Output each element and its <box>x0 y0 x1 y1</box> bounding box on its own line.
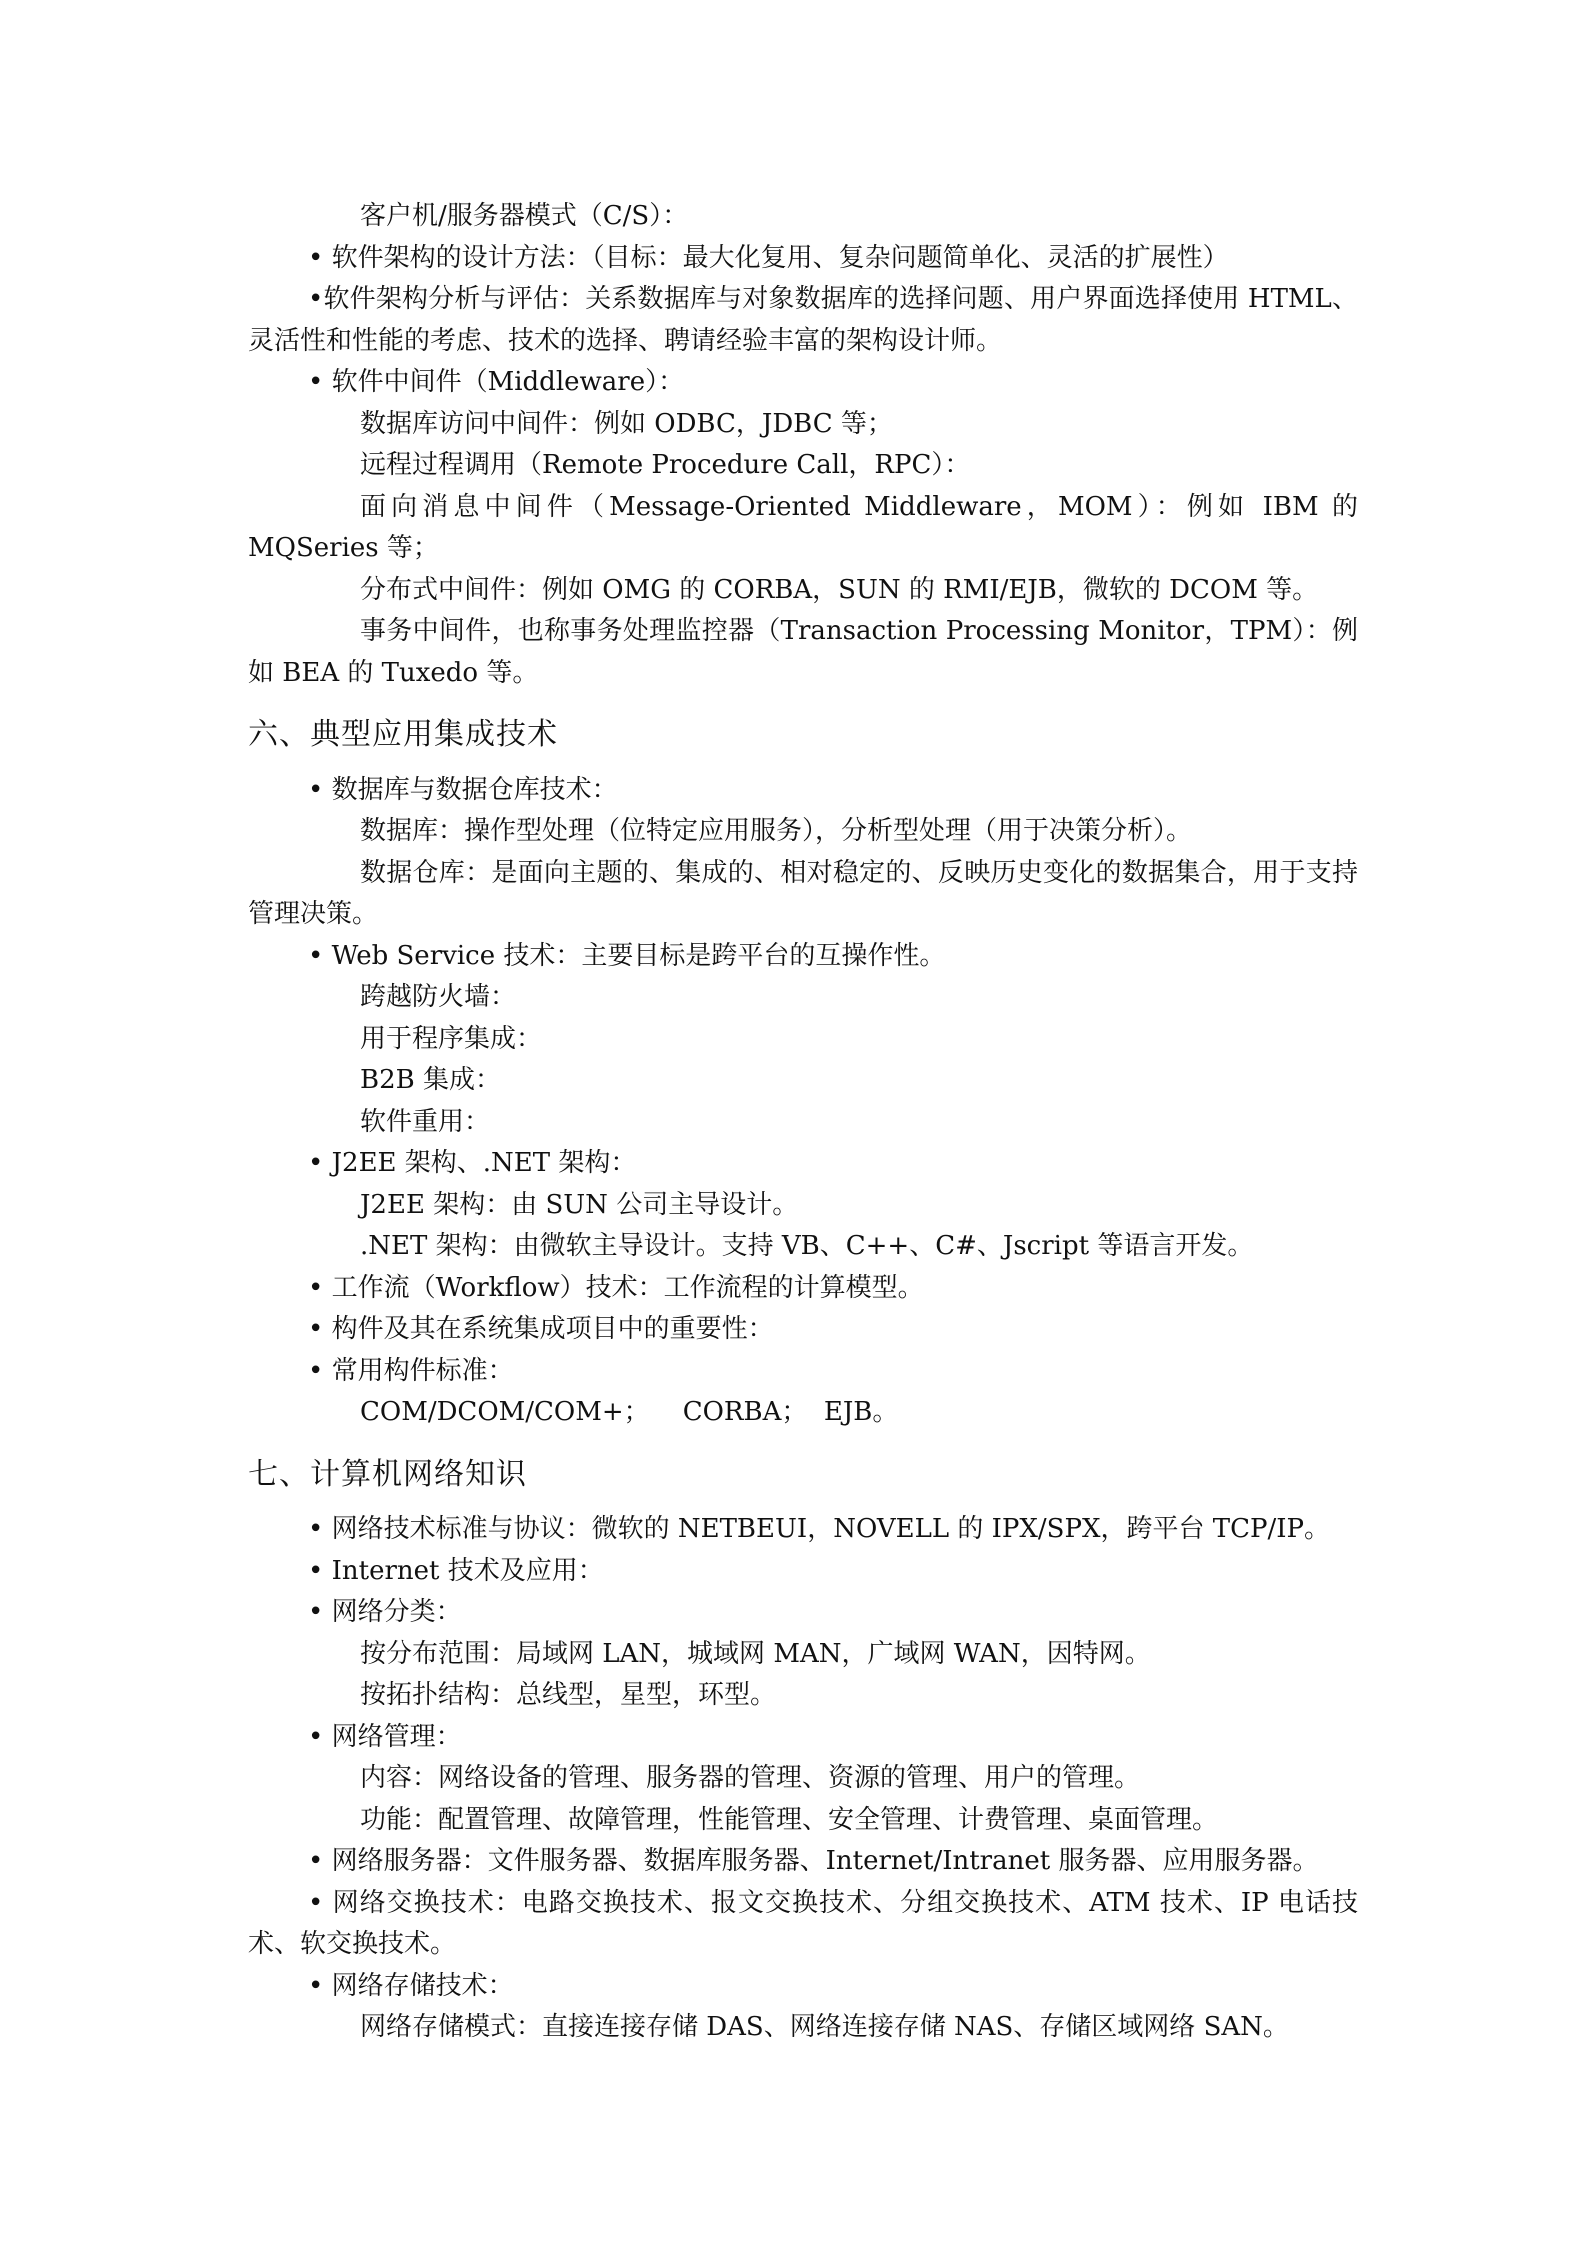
bullet-storage: • 网络存储技术： <box>308 1970 514 2001</box>
text-line-program-integration: 用于程序集成： <box>360 1023 543 1054</box>
bullet-switching: • 网络交换技术：电路交换技术、报文交换技术、分组交换技术、ATM 技术、IP 电话技术、软交换技术。 <box>248 1887 1358 1959</box>
bullet-j2ee-net: • J2EE 架构、.NET 架构： <box>308 1148 637 1178</box>
text-line-tpm: 事务中间件，也称事务处理监控器（Transaction Processing Monitor，TPM）：例如 BEA 的 Tuxedo 等。 <box>248 616 1358 688</box>
bullet-components: • 构件及其在系统集成项目中的重要性： <box>308 1314 774 1344</box>
bullet-arch-design-method: • 软件架构的设计方法：（目标：最大化复用、复杂问题简单化、灵活的扩展性） <box>308 242 1229 273</box>
bullet-network-standards: • 网络技术标准与协议：微软的 NETBEUI，NOVELL 的 IPX/SPX，跨平台 TCP/IP。 <box>308 1514 1330 1544</box>
text-line-b2b: B2B 集成： <box>360 1065 502 1095</box>
text-line-database: 数据库：操作型处理（位特定应用服务），分析型处理（用于决策分析）。 <box>360 816 1193 846</box>
text-line-com-corba-ejb: COM/DCOM/COM+； CORBA； EJB。 <box>360 1397 899 1427</box>
bullet-middleware: • 软件中间件（Middleware）： <box>308 367 685 397</box>
text-line-j2ee: J2EE 架构：由 SUN 公司主导设计。 <box>360 1189 799 1220</box>
bullet-web-service: • Web Service 技术：主要目标是跨平台的互操作性。 <box>308 940 946 971</box>
text-line-software-reuse: 软件重用： <box>360 1106 491 1137</box>
bullet-db-warehouse: • 数据库与数据仓库技术： <box>308 774 618 805</box>
bullet-network-classification: • 网络分类： <box>308 1597 462 1627</box>
text-line-management-functions: 功能：配置管理、故障管理，性能管理、安全管理、计费管理、桌面管理。 <box>360 1804 1219 1835</box>
text-line-mom: 面向消息中间件（Message-Oriented Middleware，MOM）：例如 IBM 的 MQSeries 等； <box>248 491 1358 563</box>
bullet-component-standards: • 常用构件标准： <box>308 1355 514 1386</box>
bullet-network-servers: • 网络服务器：文件服务器、数据库服务器、Internet/Intranet 服务器、应用服务器。 <box>308 1846 1319 1876</box>
text-line-management-content: 内容：网络设备的管理、服务器的管理、资源的管理、用户的管理。 <box>360 1763 1141 1793</box>
section-heading-6: 六、典型应用集成技术 <box>248 717 558 752</box>
bullet-workflow: • 工作流（Workflow）技术：工作流程的计算模型。 <box>308 1272 924 1303</box>
text-line-cs-mode: 客户机/服务器模式（C/S）： <box>360 201 689 231</box>
text-line-storage-modes: 网络存储模式：直接连接存储 DAS、网络连接存储 NAS、存储区域网络 SAN。 <box>360 2012 1289 2042</box>
text-line-dotnet: .NET 架构：由微软主导设计。支持 VB、C++、C#、Jscript 等语言开发。 <box>360 1231 1254 1261</box>
bullet-arch-analysis: •软件架构分析与评估：关系数据库与对象数据库的选择问题、用户界面选择使用 HTML、灵活性和性能的考虑、技术的选择、聘请经验丰富的架构设计师。 <box>248 284 1358 356</box>
text-line-by-range: 按分布范围：局域网 LAN，城域网 MAN，广域网 WAN，因特网。 <box>360 1638 1151 1669</box>
section-heading-7: 七、计算机网络知识 <box>248 1456 527 1492</box>
bullet-internet: • Internet 技术及应用： <box>308 1555 604 1586</box>
bullet-network-management: • 网络管理： <box>308 1721 462 1752</box>
text-line-by-topology: 按拓扑结构：总线型，星型，环型。 <box>360 1680 777 1710</box>
document-body <box>248 196 1358 2049</box>
text-line-db-middleware: 数据库访问中间件：例如 ODBC，JDBC 等； <box>360 408 893 439</box>
text-line-rpc: 远程过程调用（Remote Procedure Call，RPC）： <box>360 450 971 480</box>
text-line-distributed-middleware: 分布式中间件：例如 OMG 的 CORBA，SUN 的 RMI/EJB，微软的 DCOM 等。 <box>360 574 1319 605</box>
text-line-data-warehouse: 数据仓库：是面向主题的、集成的、相对稳定的、反映历史变化的数据集合，用于支持管理决策。 <box>248 857 1358 929</box>
text-line-firewall: 跨越防火墙： <box>360 982 517 1012</box>
